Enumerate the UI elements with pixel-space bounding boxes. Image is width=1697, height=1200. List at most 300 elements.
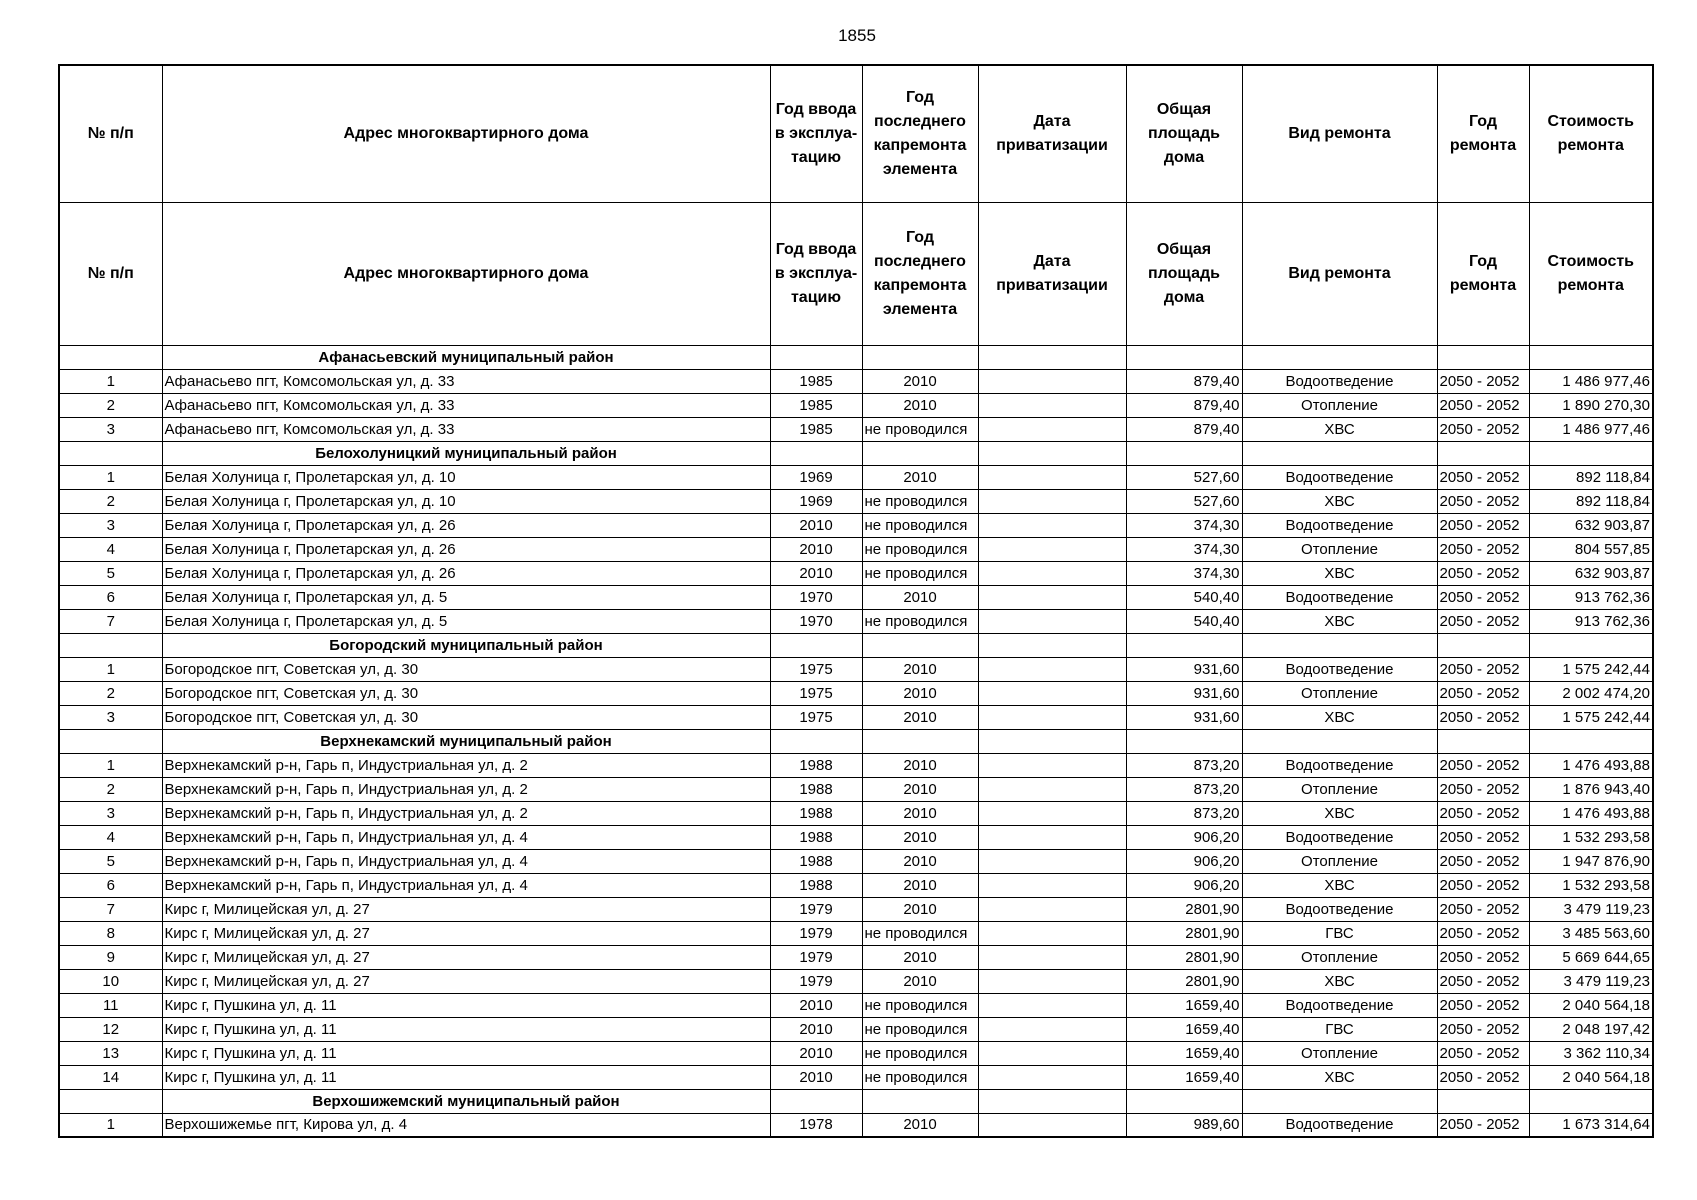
row-privatization — [978, 657, 1126, 681]
district-name: Белохолуницкий муниципальный район — [162, 441, 770, 465]
row-year-built: 2010 — [770, 561, 862, 585]
row-repair-type: Водоотведение — [1242, 465, 1437, 489]
row-cost: 1 476 493,88 — [1529, 753, 1653, 777]
row-area: 906,20 — [1126, 873, 1242, 897]
row-area: 1659,40 — [1126, 1017, 1242, 1041]
row-address: Кирс г, Милицейская ул, д. 27 — [162, 921, 770, 945]
row-repair-type: Отопление — [1242, 945, 1437, 969]
row-address: Кирс г, Милицейская ул, д. 27 — [162, 945, 770, 969]
row-number: 6 — [59, 585, 162, 609]
row-last-repair: не проводился — [862, 537, 978, 561]
header-repair-type: Вид ремонта — [1242, 65, 1437, 202]
row-address: Белая Холуница г, Пролетарская ул, д. 26 — [162, 537, 770, 561]
row-cost: 632 903,87 — [1529, 561, 1653, 585]
row-repair-type: Водоотведение — [1242, 657, 1437, 681]
row-last-repair: 2010 — [862, 1113, 978, 1137]
row-privatization — [978, 1065, 1126, 1089]
row-privatization — [978, 417, 1126, 441]
row-area: 906,20 — [1126, 825, 1242, 849]
header-row-repeat — [59, 202, 1653, 345]
row-privatization — [978, 873, 1126, 897]
table-row — [59, 681, 1653, 705]
header-address: Адрес многоквартирного дома — [162, 202, 770, 345]
row-cost: 5 669 644,65 — [1529, 945, 1653, 969]
row-address: Кирс г, Пушкина ул, д. 11 — [162, 1065, 770, 1089]
empty-cell — [1529, 1089, 1653, 1113]
row-last-repair: не проводился — [862, 489, 978, 513]
empty-cell — [1529, 729, 1653, 753]
row-year-built: 2010 — [770, 537, 862, 561]
row-number: 14 — [59, 1065, 162, 1089]
row-year-built: 1970 — [770, 609, 862, 633]
row-area: 879,40 — [1126, 393, 1242, 417]
header-cost: Стоимость ремонта — [1529, 202, 1653, 345]
empty-cell — [1242, 729, 1437, 753]
row-address: Верхнекамский р-н, Гарь п, Индустриальная ул, д. 2 — [162, 753, 770, 777]
row-repair-year: 2050 - 2052 — [1437, 1065, 1529, 1089]
table-row — [59, 945, 1653, 969]
row-repair-year: 2050 - 2052 — [1437, 1017, 1529, 1041]
header-num: № п/п — [59, 202, 162, 345]
row-repair-type: ХВС — [1242, 489, 1437, 513]
row-repair-year: 2050 - 2052 — [1437, 897, 1529, 921]
row-repair-type: ХВС — [1242, 873, 1437, 897]
header-privatization: Дата приватизации — [978, 202, 1126, 345]
empty-cell — [59, 441, 162, 465]
row-last-repair: не проводился — [862, 561, 978, 585]
row-address: Кирс г, Милицейская ул, д. 27 — [162, 969, 770, 993]
row-year-built: 1988 — [770, 777, 862, 801]
row-privatization — [978, 969, 1126, 993]
empty-cell — [770, 729, 862, 753]
row-privatization — [978, 585, 1126, 609]
row-repair-year: 2050 - 2052 — [1437, 1041, 1529, 1065]
row-last-repair: 2010 — [862, 465, 978, 489]
row-address: Верхнекамский р-н, Гарь п, Индустриальная ул, д. 4 — [162, 873, 770, 897]
row-repair-type: ГВС — [1242, 1017, 1437, 1041]
row-cost: 892 118,84 — [1529, 489, 1653, 513]
row-area: 931,60 — [1126, 681, 1242, 705]
row-repair-year: 2050 - 2052 — [1437, 465, 1529, 489]
row-year-built: 1975 — [770, 705, 862, 729]
empty-cell — [1437, 1089, 1529, 1113]
row-year-built: 2010 — [770, 1017, 862, 1041]
row-number: 2 — [59, 489, 162, 513]
row-last-repair: не проводился — [862, 993, 978, 1017]
table-row — [59, 417, 1653, 441]
row-privatization — [978, 561, 1126, 585]
table-row — [59, 897, 1653, 921]
row-area: 527,60 — [1126, 489, 1242, 513]
row-year-built: 1985 — [770, 369, 862, 393]
row-area: 540,40 — [1126, 585, 1242, 609]
row-number: 5 — [59, 561, 162, 585]
header-year-built: Год ввода в эксплуа- тацию — [770, 65, 862, 202]
row-repair-year: 2050 - 2052 — [1437, 921, 1529, 945]
row-number: 3 — [59, 513, 162, 537]
row-year-built: 1975 — [770, 681, 862, 705]
row-cost: 2 040 564,18 — [1529, 993, 1653, 1017]
row-last-repair: 2010 — [862, 873, 978, 897]
row-privatization — [978, 681, 1126, 705]
row-area: 931,60 — [1126, 705, 1242, 729]
empty-cell — [1242, 1089, 1437, 1113]
row-address: Верхнекамский р-н, Гарь п, Индустриальная ул, д. 4 — [162, 825, 770, 849]
row-repair-type: Водоотведение — [1242, 513, 1437, 537]
row-address: Кирс г, Пушкина ул, д. 11 — [162, 1041, 770, 1065]
table-row — [59, 1113, 1653, 1137]
row-cost: 3 362 110,34 — [1529, 1041, 1653, 1065]
row-number: 2 — [59, 393, 162, 417]
row-address: Афанасьево пгт, Комсомольская ул, д. 33 — [162, 393, 770, 417]
empty-cell — [1437, 729, 1529, 753]
table-row — [59, 537, 1653, 561]
header-last-repair: Год последнего капремонта элемента — [862, 202, 978, 345]
row-number: 7 — [59, 609, 162, 633]
row-privatization — [978, 1017, 1126, 1041]
row-privatization — [978, 753, 1126, 777]
table-row — [59, 705, 1653, 729]
row-cost: 1 673 314,64 — [1529, 1113, 1653, 1137]
row-repair-type: Отопление — [1242, 849, 1437, 873]
row-cost: 2 002 474,20 — [1529, 681, 1653, 705]
row-address: Афанасьево пгт, Комсомольская ул, д. 33 — [162, 369, 770, 393]
row-year-built: 2010 — [770, 513, 862, 537]
row-repair-type: Водоотведение — [1242, 1113, 1437, 1137]
row-last-repair: 2010 — [862, 849, 978, 873]
row-last-repair: 2010 — [862, 753, 978, 777]
table-row — [59, 825, 1653, 849]
row-number: 1 — [59, 753, 162, 777]
row-repair-year: 2050 - 2052 — [1437, 513, 1529, 537]
row-repair-year: 2050 - 2052 — [1437, 417, 1529, 441]
row-year-built: 1979 — [770, 921, 862, 945]
row-area: 374,30 — [1126, 561, 1242, 585]
row-area: 1659,40 — [1126, 1041, 1242, 1065]
row-number: 13 — [59, 1041, 162, 1065]
row-last-repair: не проводился — [862, 1065, 978, 1089]
row-cost: 3 485 563,60 — [1529, 921, 1653, 945]
empty-cell — [1437, 633, 1529, 657]
row-area: 2801,90 — [1126, 969, 1242, 993]
empty-cell — [1126, 729, 1242, 753]
row-repair-type: ХВС — [1242, 705, 1437, 729]
row-cost: 1 575 242,44 — [1529, 657, 1653, 681]
row-year-built: 1985 — [770, 393, 862, 417]
row-privatization — [978, 537, 1126, 561]
table-row — [59, 585, 1653, 609]
district-name: Богородский муниципальный район — [162, 633, 770, 657]
row-last-repair: не проводился — [862, 921, 978, 945]
row-cost: 913 762,36 — [1529, 609, 1653, 633]
row-number: 1 — [59, 657, 162, 681]
row-cost: 892 118,84 — [1529, 465, 1653, 489]
row-address: Богородское пгт, Советская ул, д. 30 — [162, 681, 770, 705]
row-repair-type: Водоотведение — [1242, 825, 1437, 849]
empty-cell — [1529, 345, 1653, 369]
empty-cell — [978, 633, 1126, 657]
empty-cell — [59, 729, 162, 753]
repair-table — [58, 64, 1654, 1138]
row-year-built: 2010 — [770, 1065, 862, 1089]
row-cost: 1 876 943,40 — [1529, 777, 1653, 801]
header-address: Адрес многоквартирного дома — [162, 65, 770, 202]
empty-cell — [1242, 633, 1437, 657]
empty-cell — [1242, 345, 1437, 369]
row-address: Белая Холуница г, Пролетарская ул, д. 10 — [162, 489, 770, 513]
header-repair-year: Год ремонта — [1437, 65, 1529, 202]
row-repair-year: 2050 - 2052 — [1437, 537, 1529, 561]
row-repair-year: 2050 - 2052 — [1437, 393, 1529, 417]
row-privatization — [978, 609, 1126, 633]
row-cost: 3 479 119,23 — [1529, 897, 1653, 921]
row-repair-type: ХВС — [1242, 1065, 1437, 1089]
table-row — [59, 801, 1653, 825]
header-repair-type: Вид ремонта — [1242, 202, 1437, 345]
empty-cell — [862, 345, 978, 369]
row-number: 1 — [59, 369, 162, 393]
empty-cell — [770, 633, 862, 657]
row-area: 374,30 — [1126, 537, 1242, 561]
row-repair-year: 2050 - 2052 — [1437, 801, 1529, 825]
row-cost: 1 532 293,58 — [1529, 873, 1653, 897]
row-address: Белая Холуница г, Пролетарская ул, д. 5 — [162, 585, 770, 609]
table-row — [59, 1065, 1653, 1089]
row-address: Белая Холуница г, Пролетарская ул, д. 10 — [162, 465, 770, 489]
row-address: Кирс г, Пушкина ул, д. 11 — [162, 993, 770, 1017]
row-number: 11 — [59, 993, 162, 1017]
row-repair-year: 2050 - 2052 — [1437, 561, 1529, 585]
empty-cell — [1126, 345, 1242, 369]
row-repair-type: Водоотведение — [1242, 369, 1437, 393]
table-row — [59, 369, 1653, 393]
row-last-repair: не проводился — [862, 417, 978, 441]
empty-cell — [862, 633, 978, 657]
table-row — [59, 513, 1653, 537]
row-privatization — [978, 825, 1126, 849]
row-cost: 913 762,36 — [1529, 585, 1653, 609]
empty-cell — [1529, 441, 1653, 465]
row-repair-type: ХВС — [1242, 417, 1437, 441]
row-number: 10 — [59, 969, 162, 993]
district-header-row — [59, 729, 1653, 753]
row-number: 3 — [59, 417, 162, 441]
row-repair-year: 2050 - 2052 — [1437, 369, 1529, 393]
row-repair-year: 2050 - 2052 — [1437, 969, 1529, 993]
row-privatization — [978, 801, 1126, 825]
row-year-built: 2010 — [770, 993, 862, 1017]
row-cost: 1 947 876,90 — [1529, 849, 1653, 873]
row-repair-type: Отопление — [1242, 393, 1437, 417]
row-repair-type: ХВС — [1242, 609, 1437, 633]
empty-cell — [1126, 633, 1242, 657]
table-row — [59, 657, 1653, 681]
row-repair-type: Отопление — [1242, 1041, 1437, 1065]
row-repair-year: 2050 - 2052 — [1437, 825, 1529, 849]
row-number: 6 — [59, 873, 162, 897]
row-year-built: 1979 — [770, 945, 862, 969]
row-year-built: 1988 — [770, 849, 862, 873]
row-repair-year: 2050 - 2052 — [1437, 1113, 1529, 1137]
header-area: Общая площадь дома — [1126, 202, 1242, 345]
row-cost: 1 532 293,58 — [1529, 825, 1653, 849]
row-repair-type: Водоотведение — [1242, 993, 1437, 1017]
district-header-row — [59, 633, 1653, 657]
district-header-row — [59, 345, 1653, 369]
row-year-built: 1988 — [770, 801, 862, 825]
district-header-row — [59, 1089, 1653, 1113]
row-year-built: 1979 — [770, 897, 862, 921]
row-privatization — [978, 489, 1126, 513]
empty-cell — [770, 345, 862, 369]
row-repair-type: ХВС — [1242, 969, 1437, 993]
row-repair-year: 2050 - 2052 — [1437, 945, 1529, 969]
row-area: 989,60 — [1126, 1113, 1242, 1137]
row-repair-year: 2050 - 2052 — [1437, 489, 1529, 513]
row-repair-year: 2050 - 2052 — [1437, 705, 1529, 729]
row-last-repair: 2010 — [862, 801, 978, 825]
row-address: Белая Холуница г, Пролетарская ул, д. 26 — [162, 513, 770, 537]
row-address: Богородское пгт, Советская ул, д. 30 — [162, 705, 770, 729]
empty-cell — [1126, 441, 1242, 465]
row-address: Верхошижемье пгт, Кирова ул, д. 4 — [162, 1113, 770, 1137]
row-year-built: 1988 — [770, 873, 862, 897]
empty-cell — [1437, 345, 1529, 369]
header-privatization: Дата приватизации — [978, 65, 1126, 202]
row-repair-year: 2050 - 2052 — [1437, 777, 1529, 801]
row-number: 1 — [59, 1113, 162, 1137]
row-repair-type: Водоотведение — [1242, 897, 1437, 921]
row-repair-year: 2050 - 2052 — [1437, 873, 1529, 897]
row-address: Белая Холуница г, Пролетарская ул, д. 26 — [162, 561, 770, 585]
row-repair-year: 2050 - 2052 — [1437, 657, 1529, 681]
row-year-built: 1978 — [770, 1113, 862, 1137]
row-last-repair: не проводился — [862, 609, 978, 633]
header-repair-year: Год ремонта — [1437, 202, 1529, 345]
row-privatization — [978, 1041, 1126, 1065]
row-year-built: 2010 — [770, 1041, 862, 1065]
row-privatization — [978, 921, 1126, 945]
table-row — [59, 777, 1653, 801]
district-name: Верхнекамский муниципальный район — [162, 729, 770, 753]
row-year-built: 1985 — [770, 417, 862, 441]
row-area: 873,20 — [1126, 753, 1242, 777]
row-cost: 804 557,85 — [1529, 537, 1653, 561]
row-privatization — [978, 369, 1126, 393]
row-repair-year: 2050 - 2052 — [1437, 585, 1529, 609]
row-privatization — [978, 993, 1126, 1017]
row-area: 2801,90 — [1126, 921, 1242, 945]
row-address: Афанасьево пгт, Комсомольская ул, д. 33 — [162, 417, 770, 441]
row-number: 3 — [59, 705, 162, 729]
header-row — [59, 65, 1653, 202]
row-number: 5 — [59, 849, 162, 873]
table-row — [59, 489, 1653, 513]
row-area: 374,30 — [1126, 513, 1242, 537]
empty-cell — [59, 1089, 162, 1113]
row-last-repair: 2010 — [862, 585, 978, 609]
row-cost: 1 486 977,46 — [1529, 369, 1653, 393]
district-name: Афанасьевский муниципальный район — [162, 345, 770, 369]
table-row — [59, 465, 1653, 489]
empty-cell — [862, 1089, 978, 1113]
row-privatization — [978, 705, 1126, 729]
table-row — [59, 969, 1653, 993]
row-year-built: 1988 — [770, 753, 862, 777]
row-year-built: 1969 — [770, 489, 862, 513]
row-repair-type: Отопление — [1242, 681, 1437, 705]
district-name: Верхошижемский муниципальный район — [162, 1089, 770, 1113]
row-last-repair: 2010 — [862, 945, 978, 969]
row-repair-type: Водоотведение — [1242, 753, 1437, 777]
row-last-repair: 2010 — [862, 657, 978, 681]
table-row — [59, 849, 1653, 873]
empty-cell — [978, 441, 1126, 465]
row-last-repair: не проводился — [862, 513, 978, 537]
row-last-repair: 2010 — [862, 369, 978, 393]
row-area: 873,20 — [1126, 801, 1242, 825]
row-year-built: 1979 — [770, 969, 862, 993]
row-cost: 2 040 564,18 — [1529, 1065, 1653, 1089]
row-area: 2801,90 — [1126, 945, 1242, 969]
header-area: Общая площадь дома — [1126, 65, 1242, 202]
table-row — [59, 873, 1653, 897]
header-last-repair: Год последнего капремонта элемента — [862, 65, 978, 202]
table-row — [59, 753, 1653, 777]
table-row — [59, 393, 1653, 417]
row-address: Верхнекамский р-н, Гарь п, Индустриальная ул, д. 2 — [162, 801, 770, 825]
row-area: 931,60 — [1126, 657, 1242, 681]
row-last-repair: 2010 — [862, 969, 978, 993]
row-last-repair: 2010 — [862, 897, 978, 921]
row-repair-year: 2050 - 2052 — [1437, 993, 1529, 1017]
empty-cell — [1242, 441, 1437, 465]
table-row — [59, 1017, 1653, 1041]
row-cost: 1 486 977,46 — [1529, 417, 1653, 441]
header-year-built: Год ввода в эксплуа- тацию — [770, 202, 862, 345]
empty-cell — [1437, 441, 1529, 465]
row-privatization — [978, 777, 1126, 801]
row-privatization — [978, 465, 1126, 489]
row-cost: 1 890 270,30 — [1529, 393, 1653, 417]
district-header-row — [59, 441, 1653, 465]
row-privatization — [978, 513, 1126, 537]
row-cost: 632 903,87 — [1529, 513, 1653, 537]
row-area: 906,20 — [1126, 849, 1242, 873]
table-row — [59, 609, 1653, 633]
row-address: Богородское пгт, Советская ул, д. 30 — [162, 657, 770, 681]
empty-cell — [978, 729, 1126, 753]
row-area: 1659,40 — [1126, 993, 1242, 1017]
row-number: 8 — [59, 921, 162, 945]
row-last-repair: не проводился — [862, 1017, 978, 1041]
empty-cell — [1126, 1089, 1242, 1113]
row-repair-type: ХВС — [1242, 801, 1437, 825]
row-area: 873,20 — [1126, 777, 1242, 801]
row-privatization — [978, 393, 1126, 417]
empty-cell — [770, 441, 862, 465]
table-body — [59, 345, 1653, 1137]
row-address: Белая Холуница г, Пролетарская ул, д. 5 — [162, 609, 770, 633]
row-year-built: 1969 — [770, 465, 862, 489]
row-area: 2801,90 — [1126, 897, 1242, 921]
row-area: 1659,40 — [1126, 1065, 1242, 1089]
table-row — [59, 921, 1653, 945]
row-privatization — [978, 897, 1126, 921]
row-last-repair: 2010 — [862, 777, 978, 801]
page-number: 1855 — [838, 26, 876, 45]
row-year-built: 1988 — [770, 825, 862, 849]
